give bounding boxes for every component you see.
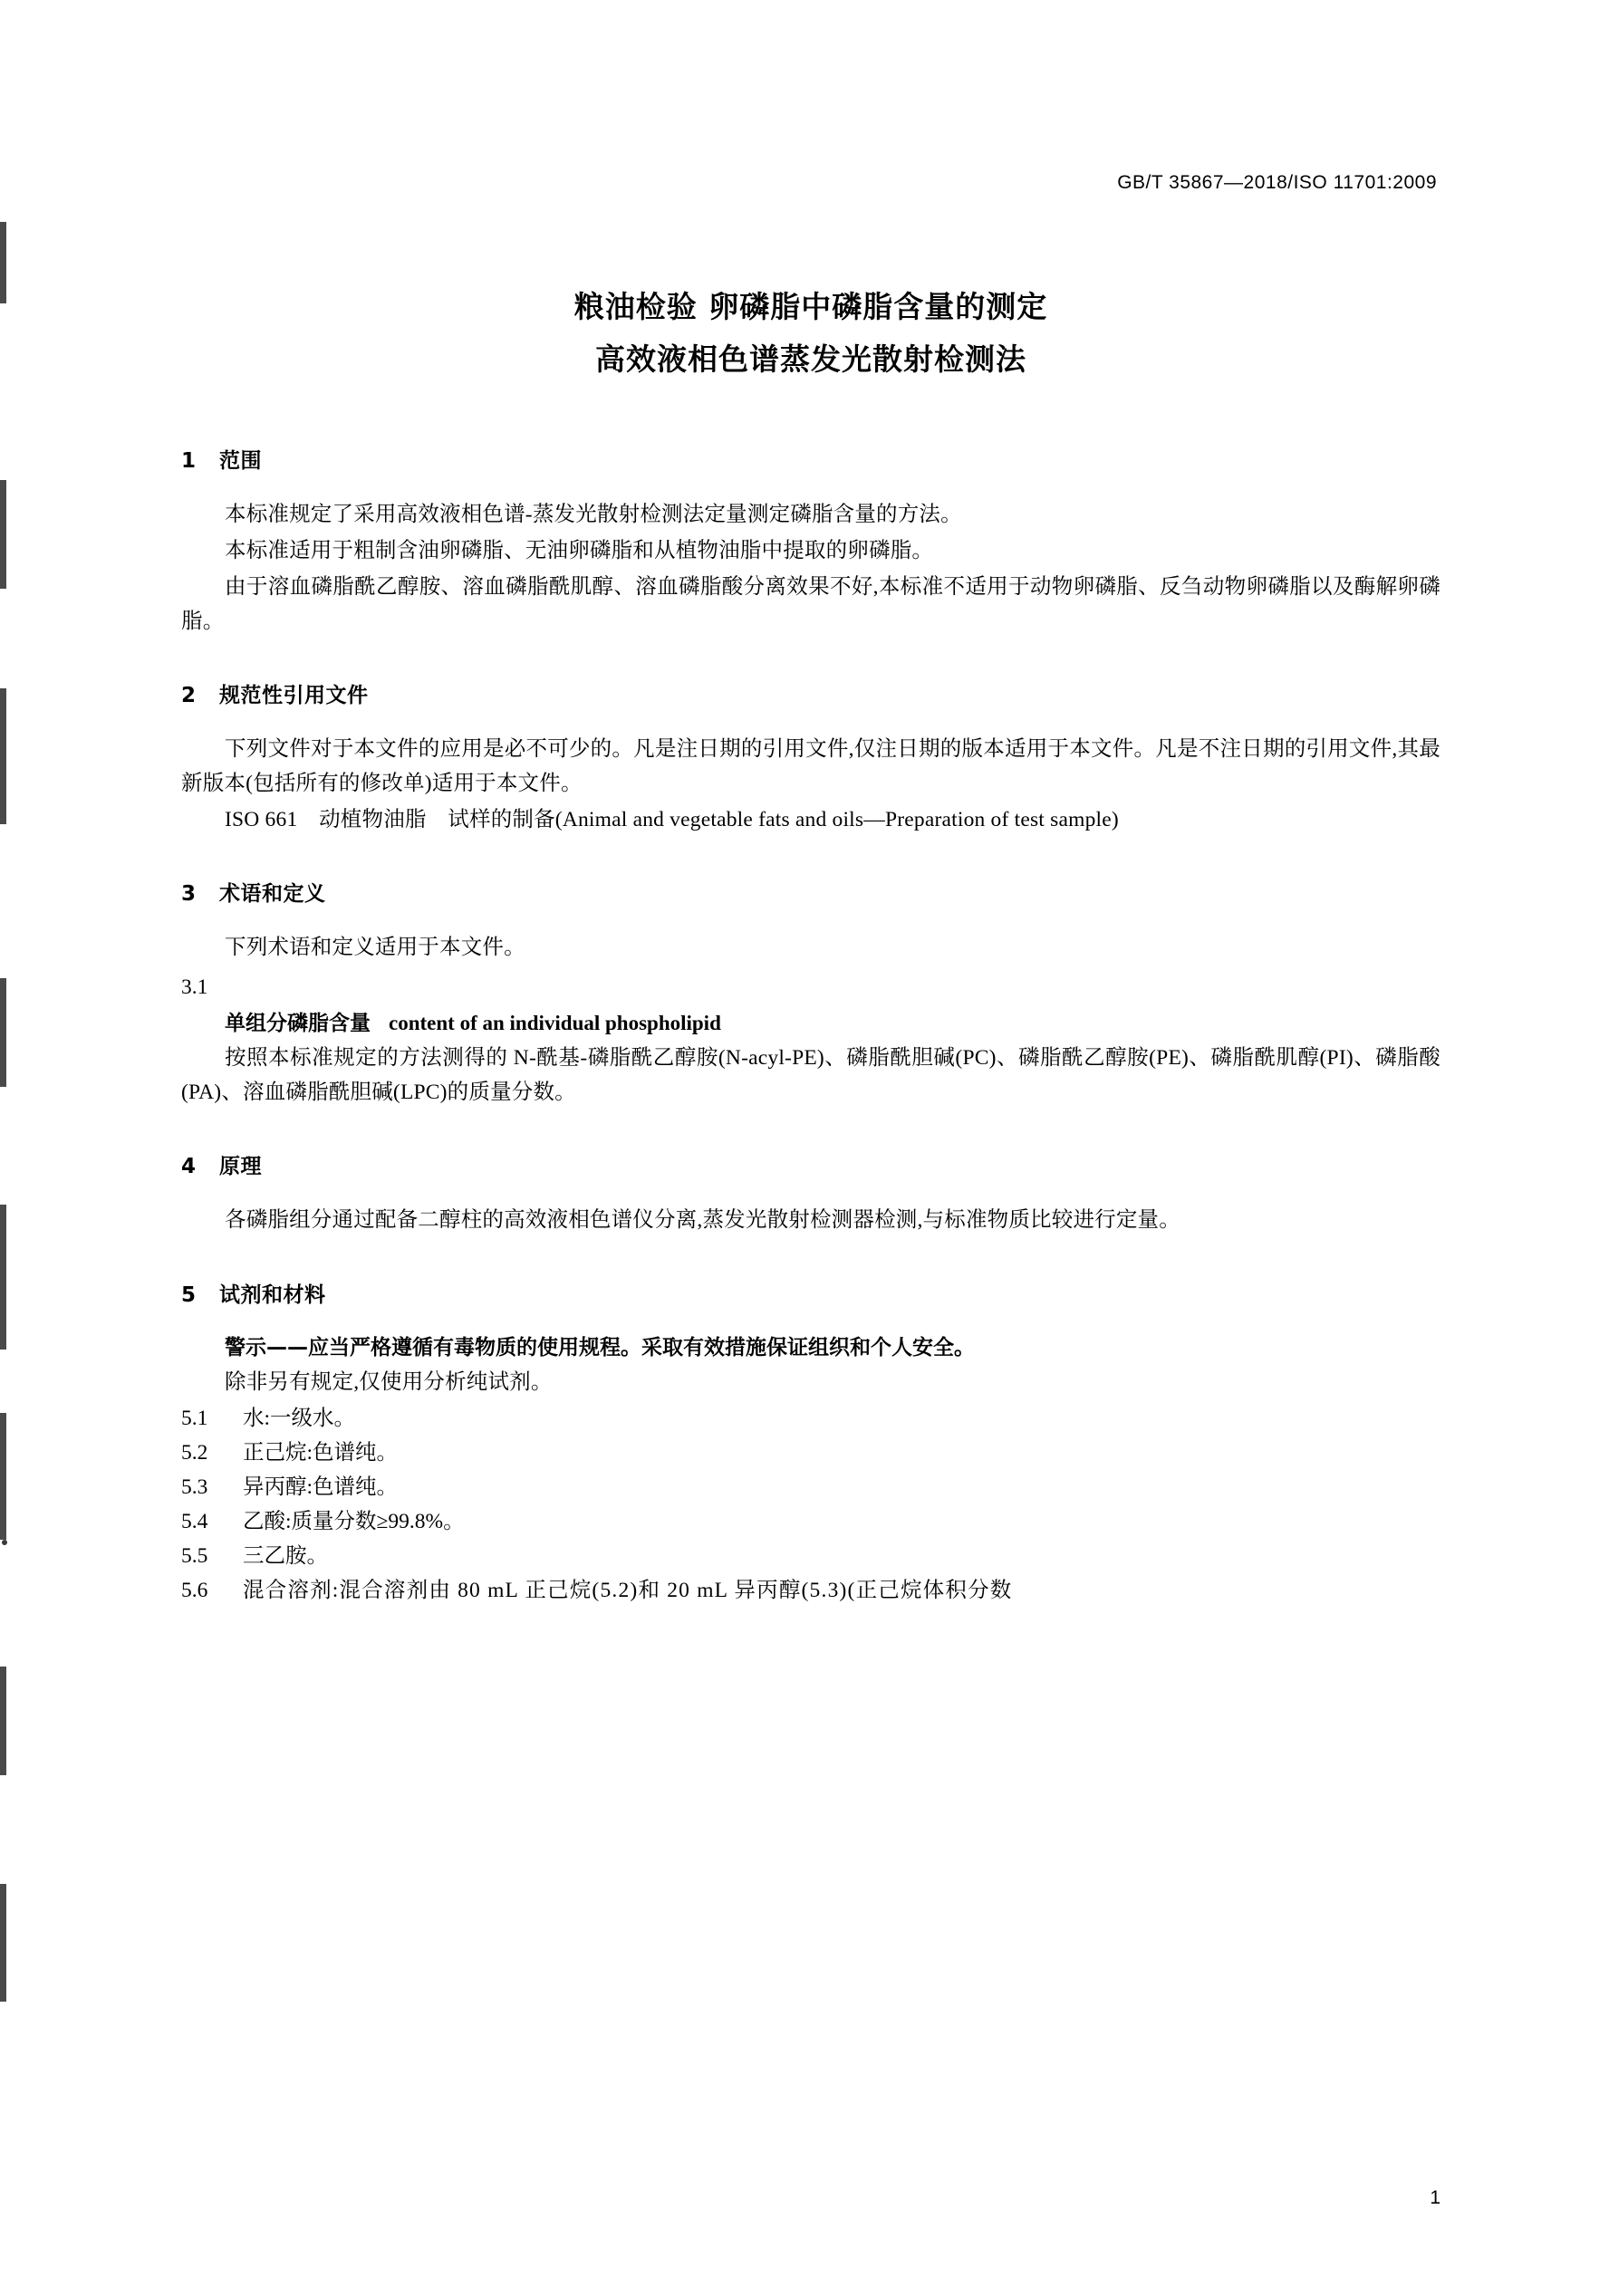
section-number: 4 — [181, 1155, 197, 1179]
section-name: 范围 — [219, 448, 262, 473]
section-heading-4 — [181, 1149, 1440, 1179]
list-item — [181, 1401, 1440, 1436]
title-line-2: 高效液相色谱蒸发光散射检测法 — [595, 341, 1026, 377]
scan-edge-mark — [0, 1884, 6, 2002]
paragraph: 除非另有规定,仅使用分析纯试剂。 — [225, 1369, 553, 1394]
list-item-label: 乙酸:质量分数≥99.8%。 — [243, 1510, 465, 1533]
list-item — [181, 1436, 1440, 1470]
scan-edge-mark — [0, 1667, 6, 1775]
list-item-label: 三乙胺。 — [243, 1544, 328, 1569]
standard-code-header: GB/T 35867—2018/ISO 11701:2009 — [1117, 172, 1437, 193]
term-definition: 按照本标准规定的方法测得的 N-酰基-磷脂酰乙醇胺(N-acyl-PE)、磷脂酰胆碱(PC)、磷脂酰乙醇胺(PE)、磷脂酰肌醇(PI)、磷脂酸(PA)、溶血磷脂酰胆碱(LPC)的质量分数。 — [181, 1046, 1440, 1105]
scan-edge-mark — [0, 480, 6, 589]
section-name: 试剂和材料 — [219, 1282, 326, 1307]
list-item-label: 混合溶剂:混合溶剂由 80 mL 正己烷(5.2)和 20 mL 异丙醇(5.3)(正己烷体积分数 — [243, 1579, 1013, 1603]
section-name: 原理 — [219, 1155, 262, 1179]
list-item-number: 5.3 — [181, 1475, 208, 1499]
paragraph: 下列文件对于本文件的应用是必不可少的。凡是注日期的引用文件,仅注日期的版本适用于本文件。凡是不注日期的引用文件,其最新版本(包括所有的修改单)适用于本文件。 — [181, 736, 1440, 795]
paragraph: 本标准规定了采用高效液相色谱-蒸发光散射检测法定量测定磷脂含量的方法。 — [225, 502, 962, 526]
section-number: 5 — [181, 1282, 197, 1307]
scan-edge-dot — [2, 1540, 7, 1545]
section-heading-5 — [181, 1278, 1440, 1308]
section-number: 3 — [181, 881, 197, 906]
list-item-label: 正己烷:色谱纯。 — [243, 1440, 399, 1465]
list-item — [181, 1573, 1440, 1608]
page-content — [181, 172, 1440, 1608]
section-heading-3 — [181, 877, 1440, 907]
page-title — [181, 281, 1440, 386]
list-item-label: 异丙醇:色谱纯。 — [243, 1475, 399, 1499]
list-item-label: 水:一级水。 — [243, 1406, 356, 1430]
term-entry — [181, 1006, 1440, 1041]
scan-edge-mark — [0, 978, 6, 1087]
section-name: 术语和定义 — [219, 881, 326, 906]
list-item-number: 5.4 — [181, 1510, 208, 1533]
warning-note: 警示——应当严格遵循有毒物质的使用规程。采取有效措施保证组织和个人安全。 — [225, 1335, 975, 1359]
section-number: 1 — [181, 448, 197, 473]
list-item-number: 5.1 — [181, 1406, 208, 1430]
scan-edge-mark — [0, 1205, 6, 1350]
list-item — [181, 1470, 1440, 1504]
section-number: 2 — [181, 683, 197, 707]
scan-edge-mark — [0, 1413, 6, 1540]
title-line-1: 粮油检验 卵磷脂中磷脂含量的测定 — [573, 289, 1048, 324]
term-chinese: 单组分磷脂含量 — [225, 1012, 371, 1036]
subsection-number: 3.1 — [181, 975, 208, 999]
paragraph: 本标准适用于粗制含油卵磷脂、无油卵磷脂和从植物油脂中提取的卵磷脂。 — [225, 538, 934, 562]
section-heading-1 — [181, 444, 1440, 474]
paragraph: 下列术语和定义适用于本文件。 — [225, 935, 525, 959]
term-english: content of an individual phospholipid — [389, 1012, 721, 1035]
scan-edge-mark — [0, 688, 6, 824]
section-heading-2 — [181, 678, 1440, 708]
list-item-number: 5.6 — [181, 1579, 208, 1603]
scan-edge-mark — [0, 222, 6, 303]
paragraph: 各磷脂组分通过配备二醇柱的高效液相色谱仪分离,蒸发光散射检测器检测,与标准物质比较进行定量。 — [225, 1208, 1180, 1233]
list-item — [181, 1504, 1440, 1539]
paragraph: 由于溶血磷脂酰乙醇胺、溶血磷脂酰肌醇、溶血磷脂酸分离效果不好,本标准不适用于动物卵磷脂、反刍动物卵磷脂以及酶解卵磷脂。 — [181, 574, 1440, 633]
list-item-number: 5.2 — [181, 1440, 208, 1465]
normative-reference: ISO 661 动植物油脂 试样的制备(Animal and vegetable fats and oils—Preparation of test sample) — [225, 807, 1119, 831]
section-name: 规范性引用文件 — [219, 683, 369, 707]
list-item — [181, 1539, 1440, 1573]
page-number: 1 — [1430, 2187, 1440, 2208]
list-item-number: 5.5 — [181, 1544, 208, 1569]
